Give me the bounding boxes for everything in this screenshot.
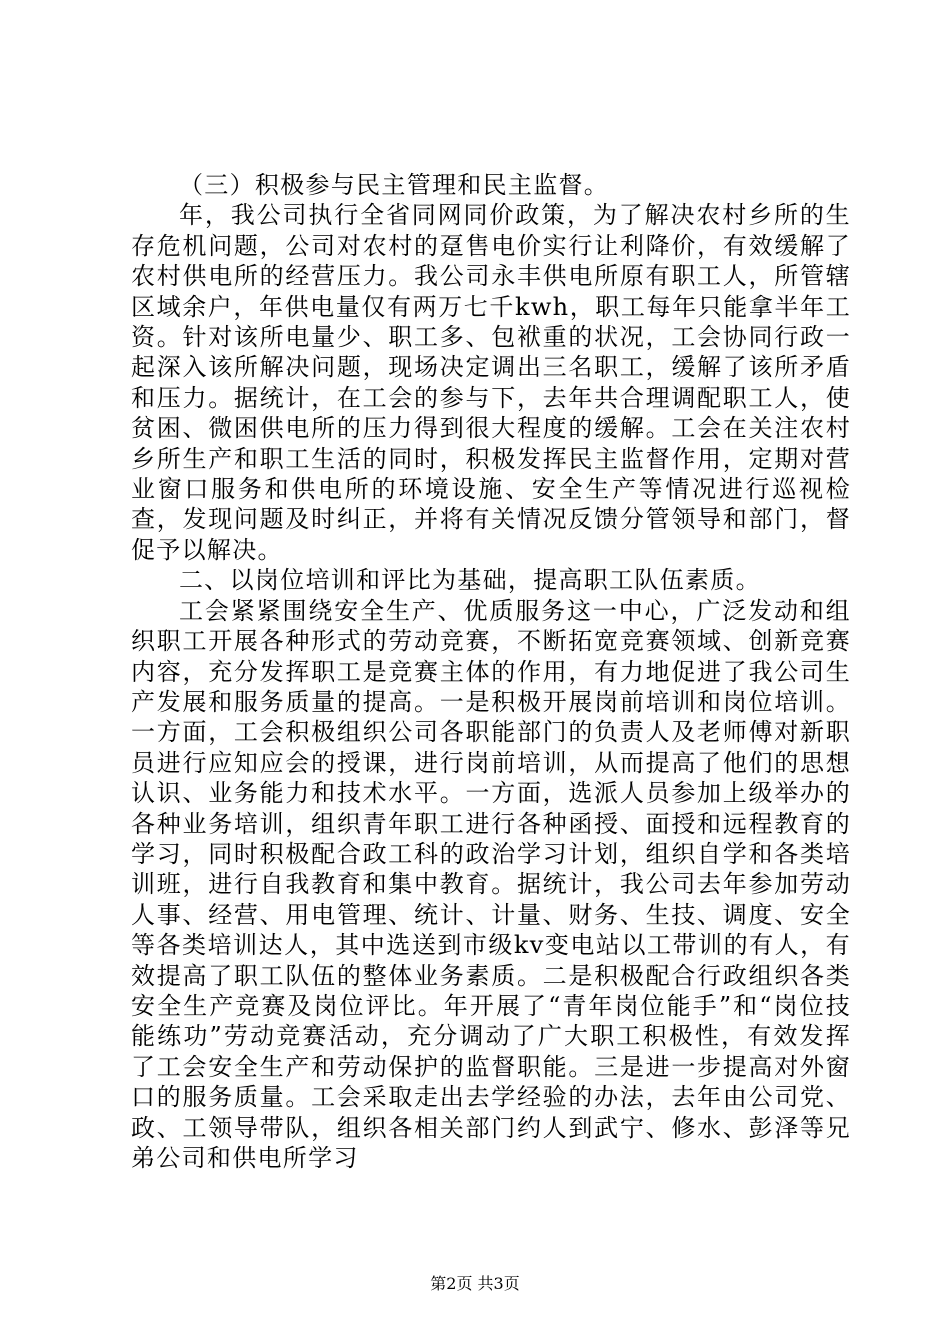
paragraph-heading-3: （三）积极参与民主管理和民主监督。: [179, 171, 610, 199]
document-body: [131, 170, 851, 1173]
page-number-footer: 第2页 共3页: [430, 1274, 520, 1293]
paragraph-heading-2: 二、以岗位培训和评比为基础，提高职工队伍素质。: [179, 566, 761, 595]
paragraph-body-2: 工会紧紧围绕安全生产、优质服务这一中心，广泛发动和组织职工开展各种形式的劳动竞赛，不断拓宽竞赛领域、创新竞赛内容，充分发挥职工是竞赛主体的作用，有力地促进了我公司生产发展和服务质量的提高。一是积极开展岗前培训和岗位培训。一方面，工会积极组织公司各职能部门的负责人及老师傅对新职员进行应知应会的授课，进行岗前培训，从而提高了他们的思想认识、业务能力和技术水平。一方面，选派人员参加上级举办的各种业务培训，组织青年职工进行各种函授、面授和远程教育的学习，同时积极配合政工科的政治学习计划，组织自学和各类培训班，进行自我教育和集中教育。据统计，我公司去年参加劳动人事、经营、用电管理、统计、计量、财务、生技、调度、安全等各类培训达人，其中选送到市级kv变电站以工带训的有人，有效提高了职工队伍的整体业务素质。二是积极配合行政组织各类安全生产竞赛及岗位评比。年开展了“青年岗位能手”和“岗位技能练功”劳动竞赛活动，充分调动了广大职工积极性，有效发挥了工会安全生产和劳动保护的监督职能。三是进一步提高对外窗口的服务质量。工会采取走出去学经验的办法，去年由公司党、政、工领导带队，组织各相关部门约人到武宁、修水、彭泽等兄弟公司和供电所学习: [131, 596, 851, 1172]
paragraph-body-1: 年，我公司执行全省同网同价政策，为了解决农村乡所的生存危机问题，公司对农村的趸售电价实行让利降价，有效缓解了农村供电所的经营压力。我公司永丰供电所原有职工人，所管辖区域余户，年供电量仅有两万七千kwh，职工每年只能拿半年工资。针对该所电量少、职工多、包袱重的状况，工会协同行政一起深入该所解决问题，现场决定调出三名职工，缓解了该所矛盾和压力。据统计，在工会的参与下，去年共合理调配职工人，使贫困、微困供电所的压力得到很大程度的缓解。工会在关注农村乡所生产和职工生活的同时，积极发挥民主监督作用，定期对营业窗口服务和供电所的环境设施、安全生产等情况进行巡视检查，发现问题及时纠正，并将有关情况反馈分管领导和部门，督促予以解决。: [131, 201, 851, 564]
